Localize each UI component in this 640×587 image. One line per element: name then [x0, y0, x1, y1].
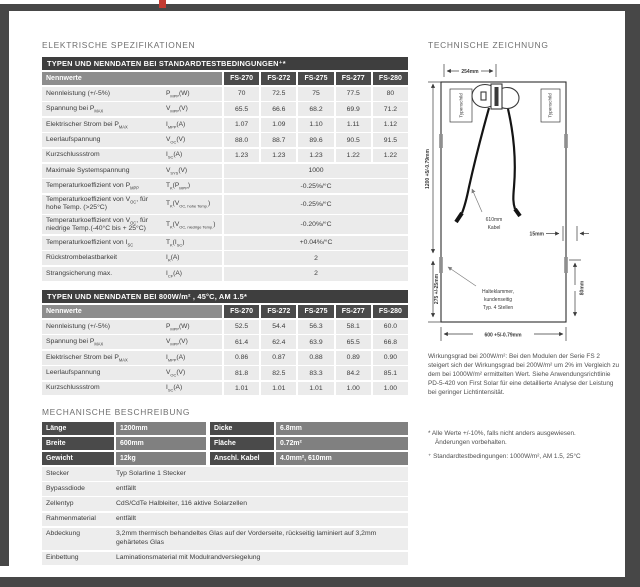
- spec-row: [42, 195, 408, 214]
- spec-value-cell: 90.5: [336, 133, 371, 147]
- spec-row-label-group: [42, 118, 222, 132]
- spec-value-cell: 1.01: [298, 382, 333, 396]
- spec-row-label: Rückstrombelastbarkeit: [46, 254, 118, 262]
- model-column-header: FS-280: [373, 72, 408, 85]
- spec-value-cell: 52.5: [224, 320, 259, 334]
- spec-value-cell: 84.2: [336, 366, 371, 380]
- spec-row-label-group: [42, 179, 222, 193]
- spec-row-label-group: [42, 267, 222, 281]
- spec-row: [42, 133, 408, 147]
- noct-spec-table: [42, 290, 408, 397]
- spec-row-label: Elektrischer Strom bei $P_{MAX}$: [46, 353, 128, 363]
- spec-row-symbol: $V_{OC}(V)$: [166, 136, 186, 145]
- mech-value: 0.72m²: [276, 437, 408, 450]
- spec-value-cell: 81.8: [224, 366, 259, 380]
- spec-row-label: Temperaturkoeffizient von $I_{SC}$: [46, 238, 134, 248]
- spec-row-label-group: [42, 335, 222, 349]
- section-title-mechanical: MECHANISCHE BESCHREIBUNG: [42, 407, 191, 417]
- spec-row-label-group: [42, 366, 222, 380]
- spec-row-label-group: [42, 320, 222, 334]
- spec-value-cell: 0.86: [224, 351, 259, 365]
- model-columns: [224, 72, 408, 85]
- mech-value: 6.8mm: [276, 422, 408, 435]
- footnote-star-line1: * Alle Werte +/-10%, falls nicht anders ausgewiesen.: [428, 430, 576, 437]
- clamp-note-line3: Typ. 4 Stellen: [482, 305, 514, 311]
- spec-value-cell: 88.7: [261, 133, 296, 147]
- spec-row-label: Maximale Systemspannung: [46, 166, 130, 174]
- clamp-note-line2: kundenseitig: [483, 297, 513, 303]
- noct-column-header-row: [42, 305, 408, 318]
- spec-value-cell: 0.88: [298, 351, 333, 365]
- model-column-header: FS-275: [298, 305, 333, 318]
- spec-row: [42, 179, 408, 193]
- spec-row-label: Nennleistung (+/-5%): [46, 322, 111, 330]
- spec-value-cell: 72.5: [261, 87, 296, 101]
- footnote-plus: ⁺ Standardtestbedingungen: 1000W/m², AM 1.5, 25°C: [428, 453, 581, 460]
- mech-plain-value: entfällt: [116, 484, 137, 492]
- mech-grid-row: [42, 437, 408, 450]
- mech-value: 12kg: [116, 452, 206, 465]
- viewer-left-edge: [0, 4, 9, 566]
- spec-row-symbol: $I_{MPP}(A)$: [166, 353, 186, 362]
- mech-key: Länge: [42, 422, 114, 435]
- mech-plain-key: Rahmenmaterial: [46, 515, 96, 523]
- mechanical-plain-rows: [42, 467, 408, 565]
- spec-row-symbol: $V_{MPP}(V)$: [166, 338, 188, 347]
- spec-value-cell: 54.4: [261, 320, 296, 334]
- spec-row-label: Temperaturkoeffizient von $P_{MPP}$: [46, 182, 139, 191]
- spec-value-cell: 63.9: [298, 335, 333, 349]
- spec-value-cell: 75: [298, 87, 333, 101]
- mech-plain-value: entfällt: [116, 515, 137, 523]
- technical-drawing: [425, 55, 600, 348]
- spec-value-cell: 60.0: [373, 320, 408, 334]
- spec-row-label-group: [42, 251, 222, 265]
- nameplate-label-right: Typenschild: [547, 93, 553, 118]
- stc-spec-table: [42, 57, 408, 282]
- dim-label-edge-gap: 15mm: [529, 231, 544, 238]
- spec-value-cell: 1.22: [373, 149, 408, 163]
- spec-row-label: Strangsicherung max.: [46, 269, 113, 277]
- spec-row-label: Temperaturkoeffizient von $V_{OC}$, für niedrige Temp.(-40°C bis + 25°C): [46, 216, 148, 232]
- spec-value-cell: 70: [224, 87, 259, 101]
- spec-row: [42, 102, 408, 116]
- dim-label-right-offset: 80mm: [579, 280, 586, 296]
- spec-value-cell: 85.1: [373, 366, 408, 380]
- spec-span-cell: 2: [224, 251, 408, 265]
- row-header-label: Nennwerte: [42, 72, 222, 85]
- mech-grid-row: [42, 452, 408, 465]
- model-column-header: FS-270: [224, 72, 259, 85]
- spec-row: [42, 382, 408, 396]
- spec-row-symbol: $T_K(P_{MPP})$: [166, 182, 191, 191]
- spec-value-cell: 65.5: [224, 102, 259, 116]
- spec-value-cell: 83.3: [298, 366, 333, 380]
- mech-plain-row: [42, 482, 408, 496]
- spec-row-symbol: $P_{MPP}(W)$: [166, 322, 190, 332]
- spec-value-cell: 1.01: [261, 382, 296, 396]
- mech-value: 4.0mm², 610mm: [276, 452, 408, 465]
- spec-row: [42, 149, 408, 163]
- mech-plain-value: Laminationsmaterial mit Modulrandversiegelung: [116, 554, 261, 562]
- spec-row-symbol: $I_R(A)$: [166, 254, 180, 263]
- stc-table-rows: [42, 87, 408, 281]
- mech-plain-row: [42, 552, 408, 566]
- spec-row: [42, 215, 408, 234]
- spec-value-cell: 77.5: [336, 87, 371, 101]
- spec-row: [42, 267, 408, 281]
- spec-row-label-group: [42, 149, 222, 163]
- spec-row: [42, 118, 408, 132]
- spec-row-symbol: $V_{SYS}(V)$: [166, 166, 188, 176]
- section-title-electrical: ELEKTRISCHE SPEZIFIKATIONEN: [42, 40, 196, 50]
- spec-value-cell: 61.4: [224, 335, 259, 349]
- spec-row-label-group: [42, 382, 222, 396]
- spec-row: [42, 351, 408, 365]
- spec-value-cell: 1.10: [298, 118, 333, 132]
- spec-value-cell: 1.23: [224, 149, 259, 163]
- mech-plain-key: Abdeckung: [46, 530, 81, 538]
- dim-label-top-width: 254mm: [461, 69, 479, 75]
- spec-row-label-group: [42, 195, 222, 214]
- spec-row-symbol: $I_{MPP}(A)$: [166, 120, 186, 129]
- spec-row: [42, 87, 408, 101]
- mech-plain-key: Bypassdiode: [46, 484, 85, 492]
- spec-value-cell: 1.01: [224, 382, 259, 396]
- spec-row-label: Kurzschlussstrom: [46, 151, 100, 159]
- spec-row-label: Temperaturkoeffizient von $V_{OC}$, für hohe Temp. (>25°C): [46, 196, 148, 212]
- noct-table-header: TYPEN UND NENNDATEN BEI 800W/m² , 45°C, AM 1.5*: [42, 290, 408, 303]
- spec-row-label: Leerlaufspannung: [46, 136, 101, 144]
- mech-key: Gewicht: [42, 452, 114, 465]
- model-column-header: FS-270: [224, 305, 259, 318]
- spec-value-cell: 0.90: [373, 351, 408, 365]
- spec-value-cell: 82.5: [261, 366, 296, 380]
- model-columns: [224, 305, 408, 318]
- mech-plain-key: Zellentyp: [46, 499, 74, 507]
- spec-span-cell: 1000: [224, 164, 408, 178]
- spec-value-cell: 88.0: [224, 133, 259, 147]
- mech-plain-value: Typ Solarline 1 Stecker: [116, 469, 186, 477]
- spec-row: [42, 335, 408, 349]
- spec-value-cell: 65.5: [336, 335, 371, 349]
- spec-row: [42, 164, 408, 178]
- spec-row-label-group: [42, 102, 222, 116]
- mech-plain-key: Stecker: [46, 469, 70, 477]
- model-column-header: FS-272: [261, 305, 296, 318]
- mech-key: Fläche: [210, 437, 274, 450]
- spec-value-cell: 1.22: [336, 149, 371, 163]
- spec-row-label-group: [42, 133, 222, 147]
- stc-table-header: TYPEN UND NENNDATEN BEI STANDARDTESTBEDINGUNGEN⁺*: [42, 57, 408, 70]
- spec-value-cell: 91.5: [373, 133, 408, 147]
- dim-label-length: 1200 +5/-0.79mm: [425, 149, 431, 189]
- spec-row-symbol: $T_K(V_{OC, hohe Temp.})$: [166, 200, 211, 209]
- low-light-note: Wirkungsgrad bei 200W/m²: Bei den Modulen der Serie FS 2 steigert sich der Wirkungsgrad bei 200W/m² um 2% im Vergleich zu dem bei 1000W/m² ermittelten Wert. Siehe Anwendungsrichtlinie PD-5-420 von First Solar für eine detaillierte Analyse der Leistung bei geringer Lichtintensität.: [428, 353, 620, 396]
- spec-value-cell: 1.09: [261, 118, 296, 132]
- dim-label-clamp-offset: 275 +/-25mm: [434, 273, 440, 305]
- spec-row: [42, 366, 408, 380]
- mech-key: Dicke: [210, 422, 274, 435]
- mech-plain-row: [42, 497, 408, 511]
- section-title-drawing: TECHNISCHE ZEICHNUNG: [428, 40, 549, 50]
- spec-row-symbol: $T_K(I_{SC})$: [166, 238, 185, 248]
- model-column-header: FS-280: [373, 305, 408, 318]
- spec-row-label: Nennleistung (+/-5%): [46, 89, 111, 97]
- spec-value-cell: 56.3: [298, 320, 333, 334]
- mech-value: 1200mm: [116, 422, 206, 435]
- spec-row-symbol: $I_{SC}(A)$: [166, 384, 183, 393]
- mech-plain-row: [42, 513, 408, 527]
- spec-row-symbol: $I_{CF}(A)$: [166, 269, 182, 278]
- spec-row-label-group: [42, 87, 222, 101]
- spec-row-label: Spannung bei $P_{MAX}$: [46, 105, 104, 114]
- footnote-star-line2: Änderungen vorbehalten.: [435, 439, 507, 446]
- mech-grid-row: [42, 422, 408, 435]
- spec-span-cell: -0.25%/°C: [224, 195, 408, 214]
- spec-row-symbol: $V_{OC}(V)$: [166, 369, 186, 378]
- mech-key: Anschl. Kabel: [210, 452, 274, 465]
- mech-key: Breite: [42, 437, 114, 450]
- model-column-header: FS-277: [336, 305, 371, 318]
- cable-note-line1: 610mm: [485, 217, 503, 223]
- row-header-label: Nennwerte: [42, 305, 222, 318]
- model-column-header: FS-277: [336, 72, 371, 85]
- spec-value-cell: 80: [373, 87, 408, 101]
- spec-row-symbol: $I_{SC}(A)$: [166, 151, 183, 160]
- spec-row-symbol: $T_K(V_{OC, niedrige Temp.})$: [166, 220, 216, 230]
- spec-value-cell: 0.89: [336, 351, 371, 365]
- spec-span-cell: -0.20%/°C: [224, 215, 408, 234]
- noct-table-rows: [42, 320, 408, 395]
- spec-row-label: Leerlaufspannung: [46, 369, 101, 377]
- footnote-star: [428, 429, 626, 447]
- spec-value-cell: 1.11: [336, 118, 371, 132]
- mech-plain-row: [42, 528, 408, 550]
- spec-value-cell: 89.6: [298, 133, 333, 147]
- spec-value-cell: 1.00: [373, 382, 408, 396]
- clamp-note-line1: Halteklammer,: [482, 289, 514, 295]
- spec-value-cell: 1.23: [298, 149, 333, 163]
- cable-note-line2: Kabel: [487, 225, 501, 231]
- spec-value-cell: 68.2: [298, 102, 333, 116]
- spec-value-cell: 0.87: [261, 351, 296, 365]
- spec-row-label-group: [42, 351, 222, 365]
- nameplate-label-left: Typenschild: [458, 93, 464, 118]
- model-column-header: FS-275: [298, 72, 333, 85]
- spec-value-cell: 66.8: [373, 335, 408, 349]
- viewer-bottom-edge: [0, 577, 640, 587]
- viewer-right-edge: [625, 4, 640, 587]
- spec-row-label: Elektrischer Strom bei $P_{MAX}$: [46, 120, 128, 130]
- spec-row-label-group: [42, 236, 222, 250]
- mechanical-table: [42, 422, 408, 567]
- stc-column-header-row: [42, 72, 408, 85]
- spec-value-cell: 1.12: [373, 118, 408, 132]
- spec-value-cell: 62.4: [261, 335, 296, 349]
- spec-row-label: Spannung bei $P_{MAX}$: [46, 338, 104, 347]
- spec-row-symbol: $V_{MPP}(V)$: [166, 105, 188, 114]
- dim-label-bottom-width: 600 +5/-0.79mm: [484, 332, 522, 339]
- logo-red-mark: [159, 0, 166, 8]
- spec-value-cell: 66.6: [261, 102, 296, 116]
- model-column-header: FS-272: [261, 72, 296, 85]
- spec-row-label-group: [42, 164, 222, 178]
- spec-span-cell: +0.04%/°C: [224, 236, 408, 250]
- spec-value-cell: 1.23: [261, 149, 296, 163]
- mech-plain-key: Einbettung: [46, 554, 79, 562]
- mech-value: 600mm: [116, 437, 206, 450]
- mech-plain-value: 3,2mm thermisch behandeltes Glas auf der Vorderseite, rückseitig laminiert auf 3,2mm gehärtetes Glas: [116, 530, 377, 546]
- spec-span-cell: -0.25%/°C: [224, 179, 408, 193]
- spec-value-cell: 71.2: [373, 102, 408, 116]
- spec-value-cell: 58.1: [336, 320, 371, 334]
- spec-row-label-group: [42, 215, 222, 234]
- spec-value-cell: 1.07: [224, 118, 259, 132]
- spec-row-symbol: $P_{MPP}(W)$: [166, 89, 190, 99]
- mech-plain-row: [42, 467, 408, 481]
- spec-row: [42, 236, 408, 250]
- spec-value-cell: 69.9: [336, 102, 371, 116]
- spec-span-cell: 2: [224, 267, 408, 281]
- mech-plain-value: CdS/CdTe Halbleiter, 116 aktive Solarzellen: [116, 499, 247, 507]
- spec-value-cell: 1.00: [336, 382, 371, 396]
- viewer-top-edge: [0, 4, 640, 11]
- spec-row: [42, 251, 408, 265]
- spec-row: [42, 320, 408, 334]
- spec-row-label: Kurzschlussstrom: [46, 384, 100, 392]
- mechanical-grid-rows: [42, 422, 408, 465]
